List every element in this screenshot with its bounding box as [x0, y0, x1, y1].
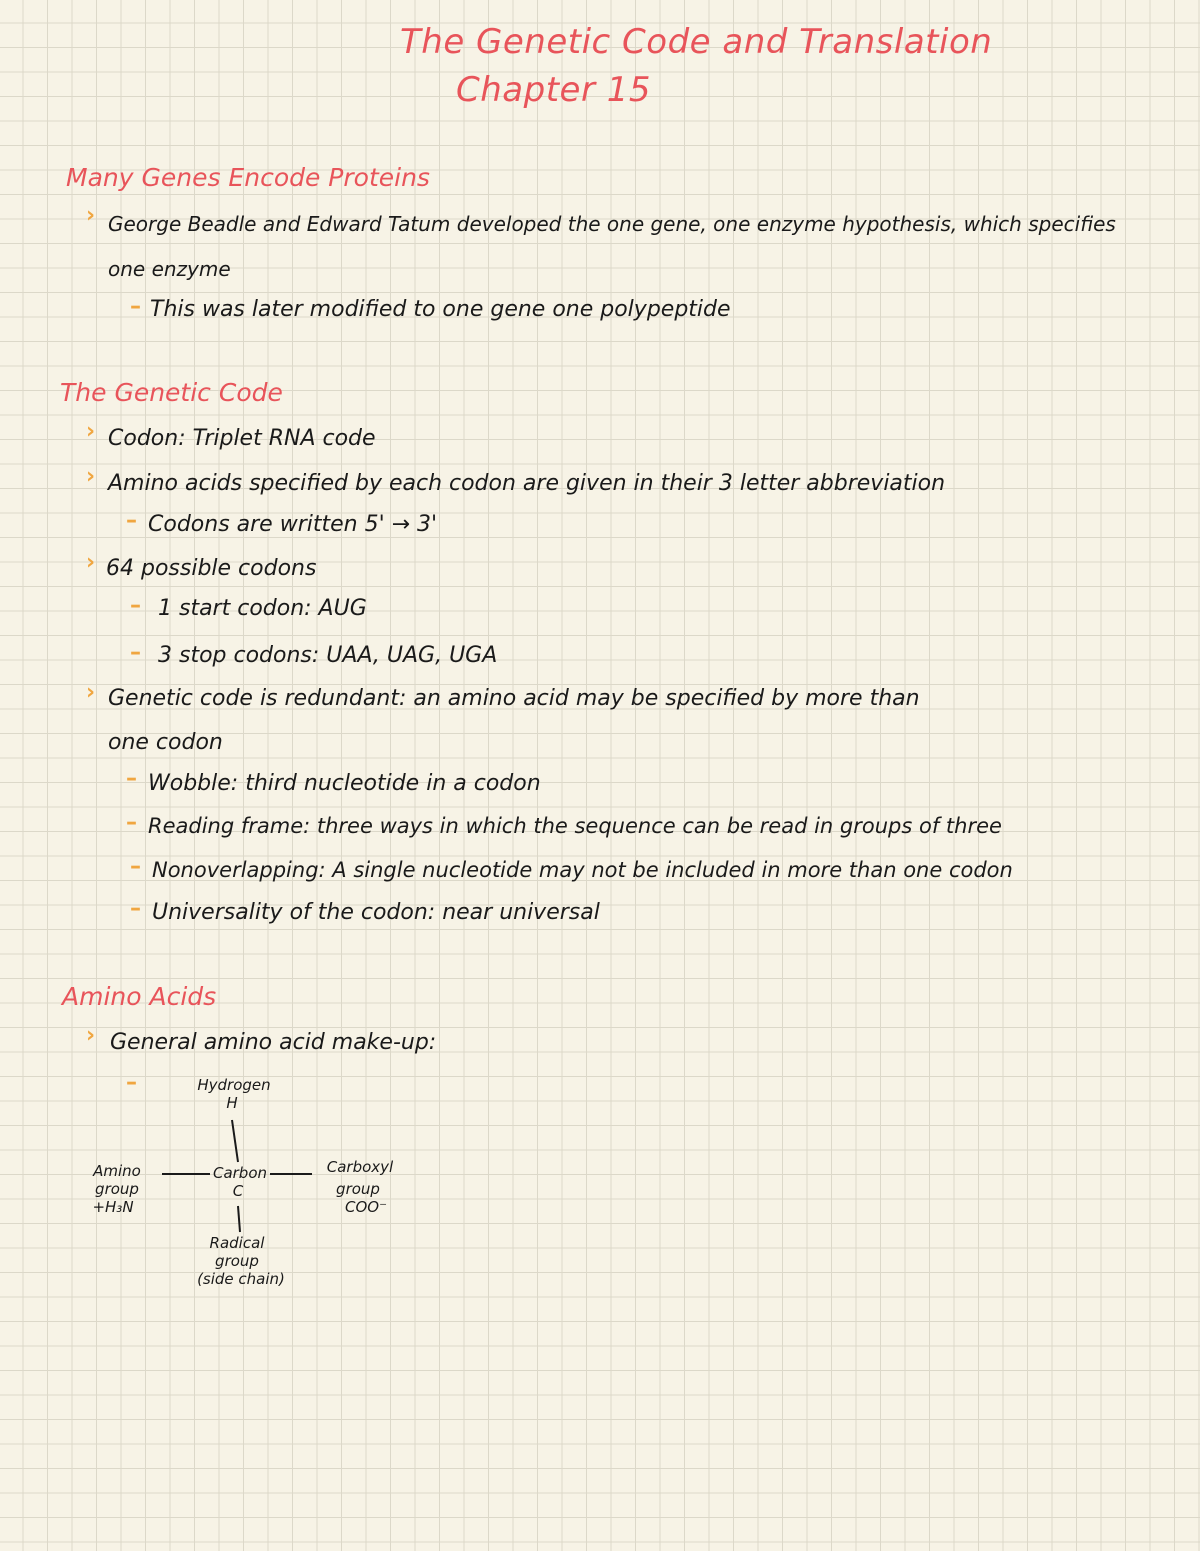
- bullet-arrow-icon: ›: [86, 203, 96, 228]
- bullet-arrow-icon: ›: [86, 419, 96, 444]
- bond-line-bottom: [238, 1206, 240, 1232]
- sub-bullet-text: This was later modified to one gene one polypeptide: [150, 297, 731, 322]
- bond-line-top: [232, 1120, 238, 1162]
- sub-bullet-text: Reading frame: three ways in which the sequence can be read in groups of three: [148, 814, 1002, 838]
- label-hydrogen: Hydrogen: [197, 1076, 271, 1094]
- bullet-arrow-icon: ›: [86, 464, 96, 489]
- label-carboxyl-1: Carboxyl: [326, 1158, 394, 1176]
- bullet-dash-icon: –: [126, 508, 137, 533]
- section-heading-code: The Genetic Code: [60, 378, 283, 407]
- sub-bullet-text: 1 start codon: AUG: [158, 596, 367, 621]
- chapter-subtitle: Chapter 15: [456, 70, 652, 110]
- bullet-arrow-icon: ›: [86, 680, 96, 705]
- sub-bullet-text: Universality of the codon: near universal: [152, 900, 600, 925]
- sub-bullet-text: Nonoverlapping: A single nucleotide may not be included in more than one codon: [152, 858, 1013, 882]
- bullet-dash-icon: –: [126, 766, 137, 791]
- bullet-text-continued: one codon: [108, 730, 223, 755]
- bullet-dash-icon: –: [126, 1070, 137, 1095]
- sub-bullet-text: Codons are written 5' → 3': [148, 512, 438, 537]
- bullet-text-continued: one enzyme: [108, 257, 231, 281]
- bullet-arrow-icon: ›: [86, 550, 96, 575]
- label-carbon: Carbon: [212, 1164, 268, 1182]
- page-title: The Genetic Code and Translation: [400, 22, 993, 62]
- sub-bullet-text: 3 stop codons: UAA, UAG, UGA: [158, 643, 498, 668]
- label-amino-1: Amino: [93, 1162, 141, 1180]
- label-amino-2: group: [95, 1180, 139, 1198]
- label-radical-2: group: [215, 1252, 259, 1270]
- label-h: H: [226, 1094, 238, 1112]
- bullet-arrow-icon: ›: [86, 1023, 96, 1048]
- bullet-dash-icon: –: [130, 854, 141, 879]
- bullet-dash-icon: –: [130, 640, 141, 665]
- section-heading-genes: Many Genes Encode Proteins: [66, 163, 430, 192]
- bullet-text: Genetic code is redundant: an amino acid may be specified by more than: [108, 686, 920, 711]
- bullet-dash-icon: –: [126, 810, 137, 835]
- bullet-text: Codon: Triplet RNA code: [108, 426, 376, 451]
- sub-bullet-text: Wobble: third nucleotide in a codon: [148, 771, 541, 796]
- label-radical-3: (side chain): [197, 1270, 285, 1288]
- bullet-text: Amino acids specified by each codon are given in their 3 letter abbreviation: [108, 471, 946, 496]
- bullet-text: George Beadle and Edward Tatum developed the one gene, one enzyme hypothesis, which specifies: [108, 212, 1116, 236]
- bullet-text: General amino acid make-up:: [110, 1030, 437, 1055]
- bullet-dash-icon: –: [130, 896, 141, 921]
- section-heading-amino: Amino Acids: [62, 982, 217, 1011]
- label-carboxyl-2: group: [336, 1180, 380, 1198]
- label-c: C: [232, 1182, 244, 1200]
- label-radical-1: Radical: [209, 1234, 265, 1252]
- bullet-dash-icon: –: [130, 294, 141, 319]
- label-carboxyl-3: COO⁻: [344, 1198, 387, 1216]
- label-amino-3: +H₃N: [92, 1198, 134, 1216]
- bullet-text: 64 possible codons: [106, 556, 317, 581]
- bullet-dash-icon: –: [130, 593, 141, 618]
